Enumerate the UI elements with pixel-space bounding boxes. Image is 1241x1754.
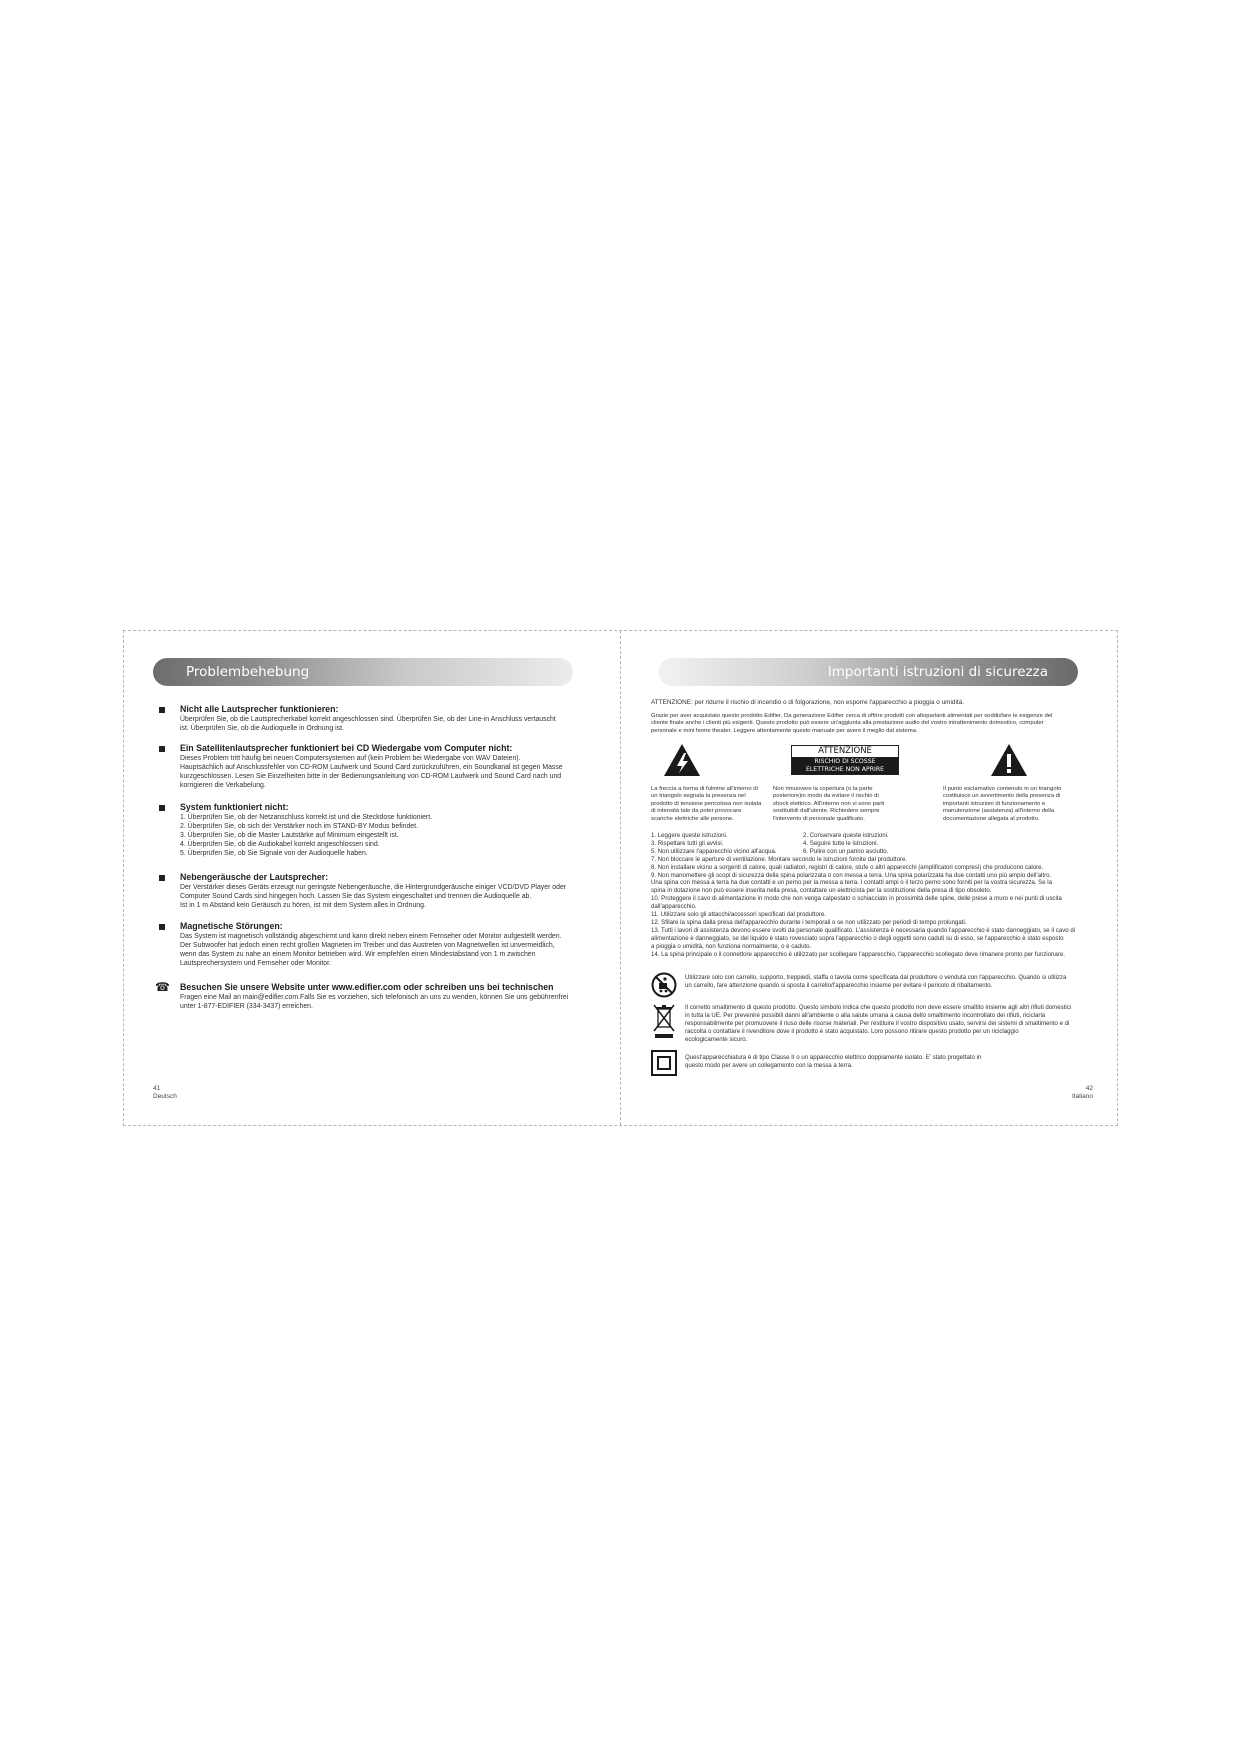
list-item: alimentazione è danneggiato, se del liquido è stato rovesciato sopra l'apparecchio o degli oggetti sono caduti su di esso, se l'apparecchio è stato esposto xyxy=(651,934,1064,942)
cart-warning-text: Utilizzare solo con carrello, supporto, treppiedi, staffa o tavola come specificata dal produttore o venduta con l'apparecchio. Quando si utilizza un carrello, fare attenzione quando si sposta il carrello/l'apparecchio insieme per evitare il pericolo di ribaltamento. xyxy=(685,974,1067,989)
text-line: 1. Überprüfen Sie, ob der Netzanschluss korrekt ist und die Steckdose funktioniert. xyxy=(180,814,433,821)
text-line: Der Subwoofer hat jedoch einen recht großen Magneten im Treiber und das Austreten von Magnetwellen ist unvermeidlich, xyxy=(180,942,555,949)
text-line: Hauptsächlich auf Anschlussfehler von CD-ROM Laufwerk und Sound Card zurückzuführen, ein Soundkanal ist gegen Masse xyxy=(180,764,563,771)
attention-box xyxy=(791,745,899,775)
double-insulation-icon xyxy=(651,1050,677,1076)
text-line: korrigieren die Verkabelung. xyxy=(180,782,266,789)
section-body xyxy=(180,813,593,858)
attention-title: ATTENZIONE xyxy=(792,746,898,758)
text-line: 5. Überprüfen Sie, ob Sie Signale von der Audioquelle haben. xyxy=(180,850,368,857)
text-line: Der Verstärker dieses Geräts erzeugt nur geringste Nebengeräusche, die Hintergrundgeräusche einiger VCD/DVD Player oder xyxy=(180,884,567,891)
section-title: Magnetische Störungen: xyxy=(180,921,283,931)
section-banner: Importanti istruzioni di sicurezza xyxy=(658,658,1078,686)
list-item: 1. Leggere queste istruzioni. 2. Conservare queste istruzioni. xyxy=(651,832,889,839)
section-title: Ein Satellitenlautsprecher funktioniert bei CD Wiedergabe vom Computer nicht: xyxy=(180,743,513,753)
page-italiano xyxy=(621,631,1117,1125)
section-body xyxy=(180,932,593,968)
text-line: Computer Sound Cards sind hingegen hoch. Lassen Sie das System eingeschaltet und trennen die Audioquelle ab. xyxy=(180,893,532,900)
section-speakers xyxy=(153,704,593,733)
text-line: Überprüfen Sie, ob die Lautsprecherkabel korrekt angeschlossen sind. Überprüfen Sie, ob der Line-in Anschluss vertauscht xyxy=(180,716,556,723)
text-line: unter 1-877-EDIFIER (334-3437) erreichen. xyxy=(180,1003,313,1010)
text-line: kurzgeschlossen. Lesen Sie Einzelheiten bitte in der Bedienungsanleitung von CD-ROM Laufwerk und Sound Card nach und xyxy=(180,773,562,780)
text-line: 2. Überprüfen Sie, ob sich der Verstärker noch im STAND-BY Modus befindet. xyxy=(180,823,418,830)
section-body xyxy=(180,715,593,733)
lightning-warning-icon xyxy=(663,743,701,777)
list-item: Una spina con messa a terra ha due contatti e un perno per la messa a terra. I contatti ampi o il terzo perno sono forniti per la vostra sicurezza. Se la xyxy=(651,879,1053,887)
text-line: Lautsprechersystem und Fernseher oder Monitor. xyxy=(180,960,331,967)
page-footer xyxy=(153,1085,177,1101)
telephone-icon: ☎ xyxy=(155,980,170,994)
section-body xyxy=(180,754,593,790)
text-line: personale e mini home theater. Leggere attentamente questo manuale per avere il meglio dal sistema. xyxy=(651,727,918,734)
list-item: 12. Sfilare la spina dalla presa dell'apparecchio durante i temporali o se non utilizzato per periodi di tempo prolungati. xyxy=(651,918,967,926)
weee-bin-icon xyxy=(651,1003,677,1039)
section-title: Nicht alle Lautsprecher funktionieren: xyxy=(180,704,339,714)
section-contact xyxy=(153,982,593,1011)
list-item: 9. Non manomettere gli scopi di sicurezza della spina polarizzata o con messa a terra. Una spina polarizzata ha due contatti uno più ampio dell'altro. xyxy=(651,871,1052,879)
text-line: 4. Überprüfen Sie, ob die Audiokabel korrekt angeschlossen sind. xyxy=(180,841,380,848)
text-line: Das System ist magnetisch vollständig abgeschirmt und kann direkt neben einem Fernseher oder Monitor aufgestellt werden. xyxy=(180,933,562,940)
text-line: 3. Überprüfen Sie, ob die Master Lautstärke auf Minimum eingestellt ist. xyxy=(180,832,399,839)
page-language: Italiano xyxy=(1072,1093,1093,1100)
section-title: Nebengeräusche der Lautsprecher: xyxy=(180,872,329,882)
list-item: 13. Tutti i lavori di assistenza devono essere svolti da personale qualificato. L'assistenza è necessaria quando l'apparecchio è stato danneggiato, se il cavo di xyxy=(651,926,1076,934)
disposal-text: Il corretto smaltimento di questo prodotto. Questo simbolo indica che questo prodotto non deve essere smaltito insieme agli altri rifiuti domestici in tutta la UE. Per prevenire possibili danni all'ambiente o alla salute umana a causa dello smaltimento incontrollato dei rifiuti, riciclarla responsabilmente per promuovere il riuso delle risorse materiali. Per restituire il vostro dispositivo usato, servirsi dei sistemi di smaltimento e di raccolta o contattare il rivenditore dove il prodotto è stato acquistato. Loro possono ritirare questo prodotto per un riciclaggio ecologicamente sicuro. xyxy=(685,1004,1072,1043)
text-line: Grazie per aver acquistato questo prodotto Edifier. Da generazione Edifier cerca di offrire prodotti con altoparlanti alimentati per soddisfare le esigenze del xyxy=(651,713,1053,719)
text-line: Ist in 1 m Abstand kein Geräusch zu hören, ist mit dem System alles in Ordnung. xyxy=(180,902,426,909)
section-magnetic xyxy=(153,921,593,968)
attention-line: ELETTRICHE NON APRIRE xyxy=(792,766,898,774)
square-bullet-icon xyxy=(159,707,165,713)
square-bullet-icon xyxy=(159,805,165,811)
square-bullet-icon xyxy=(159,875,165,881)
exclamation-description: Il punto esclamativo contenuto in un triangolo costituisce un avvertimento della presenza di importanti istruzioni di funzionamento e manutenzione (assistenza) all'interno della documentazione allegata al prodotto. xyxy=(943,786,1062,822)
list-item: dall'apparecchio. xyxy=(651,903,697,911)
section-satellite xyxy=(153,743,593,790)
attention-line: RISCHIO DI SCOSSE xyxy=(792,758,898,766)
page-language: Deutsch xyxy=(153,1093,177,1100)
list-item: 10. Proteggere il cavo di alimentazione in modo che non venga calpestato o schiacciato in prossimità delle spine, delle prese a muro e nei punti di uscita xyxy=(651,895,1062,903)
text-line: cliente finale anche i clienti più esigenti. Questo prodotto può essere un'aggiunta alla prestazione audio del vostro intrattenimento domestico, computer xyxy=(651,720,1044,727)
section-system xyxy=(153,802,593,858)
list-item: 8. Non installare vicino a sorgenti di calore, quali radiatori, registri di calore, stufe o altri apparecchi (amplificatori compresi) che producono calore. xyxy=(651,863,1044,871)
class-ii-text: Quest'apparecchiatura è di tipo Classe II o un apparecchio elettrico doppiamente isolato. E' stato progettato in questo modo per avere un collegamento con la messa a terra. xyxy=(685,1054,982,1069)
section-banner: Problembehebung xyxy=(153,658,573,686)
exclamation-warning-icon xyxy=(990,743,1028,777)
instructions-list xyxy=(651,832,1091,959)
list-item: 14. La spina principale o il connettore apparecchio è utilizzato per scollegare l'apparecchio, l'apparecchio scollegato deve rimanere pronto per funzionare. xyxy=(651,950,1065,958)
section-title: Besuchen Sie unsere Website unter www.edifier.com oder schreiben uns bei technischen xyxy=(180,982,554,992)
text-line: Fragen eine Mail an main@edifier.com.Falls Sie es vorziehen, sich telefonisch an uns zu wenden, können Sie uns gebührenfrei xyxy=(180,994,569,1001)
square-bullet-icon xyxy=(159,924,165,930)
lightning-description: La freccia a forma di fulmine all'interno di un triangolo segnala la presenza nel prodotto di tensione pericolosa non isolata di intensità tale da poter provocare scariche elettriche alle persone. xyxy=(651,786,762,822)
page-number: 41 xyxy=(153,1085,161,1092)
section-title: System funktioniert nicht: xyxy=(180,802,289,812)
list-item: a pioggia o umidità, non funziona normalmente, o è caduto. xyxy=(651,942,812,950)
warning-line: ATTENZIONE: per ridurre il rischio di incendio o di folgorazione, non esporre l'apparecchio a pioggia o umidità. xyxy=(651,699,964,706)
section-body xyxy=(180,993,593,1011)
no-cart-icon xyxy=(651,972,677,998)
text-line: ist. Überprüfen Sie, ob die Audioquelle in Ordnung ist. xyxy=(180,725,344,732)
list-item: 7. Non bloccare le aperture di ventilazione. Montare secondo le istruzioni fornite dal produttore. xyxy=(651,855,908,863)
list-item: 11. Utilizzare solo gli attacchi/accessori specificati dal produttore. xyxy=(651,911,826,919)
section-noise xyxy=(153,872,593,910)
text-line: Dieses Problem tritt häufig bei neuen Computersystemen auf (kein Problem bei Wiedergabe von WAV Dateien). xyxy=(180,755,521,762)
intro-paragraph xyxy=(651,713,1052,735)
list-item: 3. Rispettare tutti gli avvisi. 4. Seguire tutte le istruzioni. xyxy=(651,839,879,847)
page-number: 42 xyxy=(1085,1085,1093,1092)
section-body xyxy=(180,883,593,910)
page-footer xyxy=(1072,1085,1093,1101)
list-item: spina in dotazione non può essere inserita nella presa, contattare un elettricista per la sostituzione della presa di tipo obsoleto. xyxy=(651,887,992,895)
list-item: 5. Non utilizzare l'apparecchio vicino all'acqua. 6. Pulire con un panno asciutto. xyxy=(651,847,889,855)
square-bullet-icon xyxy=(159,746,165,752)
cover-description: Non rimuovere la copertura (o la parte posteriore)in modo da evitare il rischio di shock elettrico. All'interno non vi sono parti sostituibili dall'utente. Richiedere sempre l'intervento di personale qualificato. xyxy=(773,786,885,822)
text-line: wenn das System zu nahe an einem Monitor betrieben wird. Wir empfehlen einen Mindestabstand von 1 m zwischen xyxy=(180,951,536,958)
page-deutsch xyxy=(124,631,620,1125)
manual-spread xyxy=(123,630,1118,1126)
